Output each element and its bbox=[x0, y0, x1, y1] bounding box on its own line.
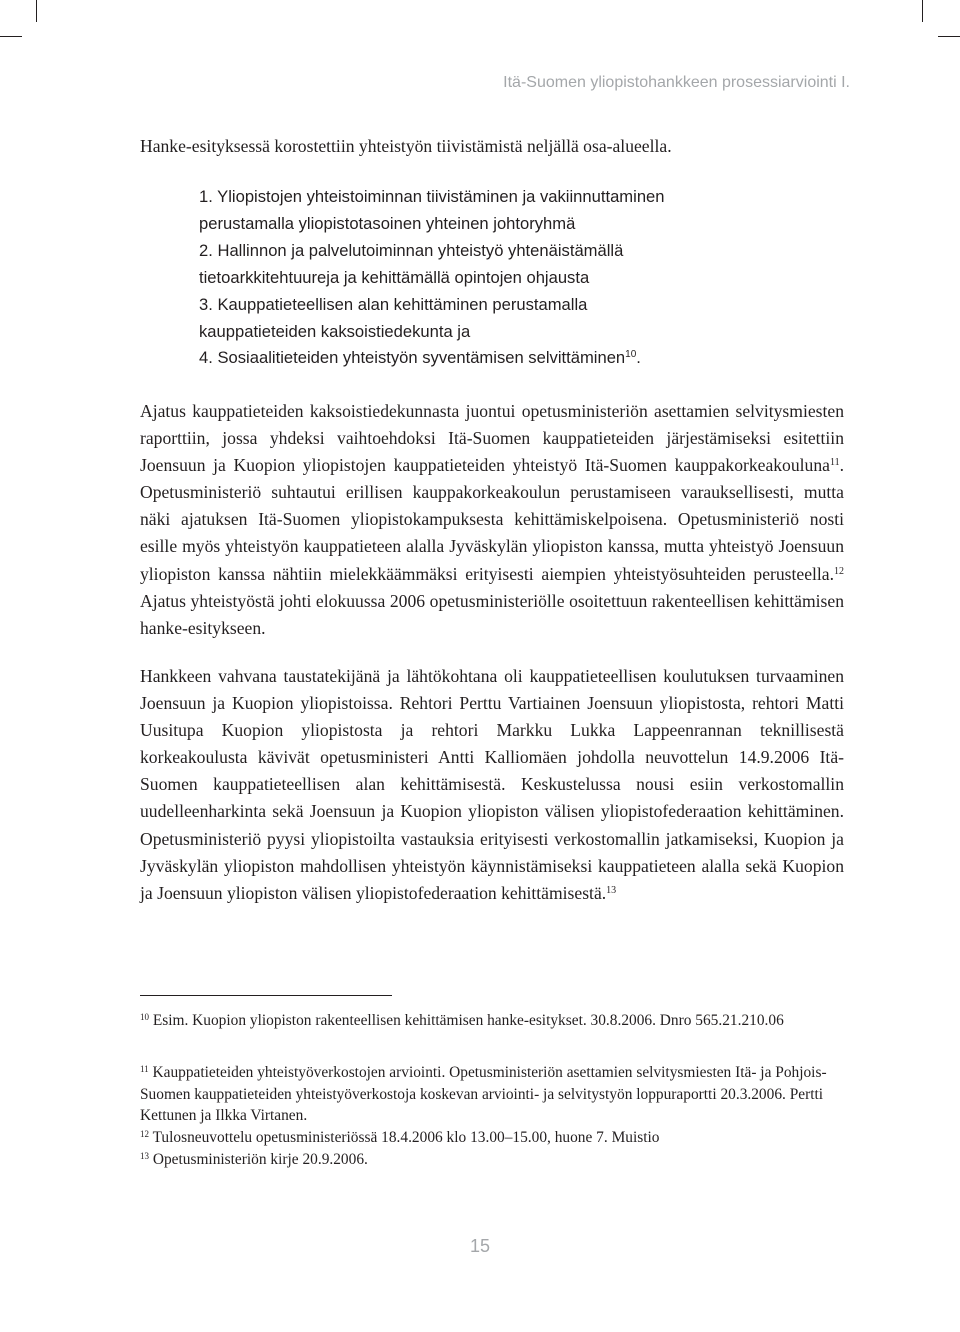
running-header: Itä-Suomen yliopistohankkeen prosessiarviointi I. bbox=[503, 74, 850, 91]
crop-mark-top-right-vertical bbox=[922, 0, 923, 22]
footnote-ref: 11 bbox=[829, 457, 840, 469]
footnote: $^{11}$ Kauppatieteiden yhteistyöverkostojen arviointi. Opetusministeriön asettamien selvitysmiesten Itä- ja Pohjois-Suomen kauppatieteiden yhteistyöverkostoja koskevan arviointi- ja selvitystyön loppuraportti 20.3.2006. Pertti Kettunen ja Ilkka Virtanen. bbox=[140, 1064, 827, 1124]
footnote: $^{12}$ Tulosneuvottelu opetusministeriössä 18.4.2006 klo 13.00–15.00, huone 7. Muistio bbox=[140, 1129, 660, 1146]
paragraph-2: Hankkeen vahvana taustatekijänä ja lähtökohtana oli kauppatieteellisen koulutuksen turvaaminen Joensuun ja Kuopion yliopistoissa. Rehtori Perttu Vartiainen Joensuun yliopistosta, rehtori Matti Uusitupa Kuopion yliopistosta ja rehtori Markku Lukka Lappeenrannan teknillisestä korkeakoulusta kävivät opetusministeri Antti Kalliomäen johdolla neuvottelun 14.9.2006 Itä-Suomen kauppatieteellisen alan kehittämisestä. Keskustelussa nousi esiin verkostomallin uudelleenharkinta sekä Joensuun ja Kuopion yliopiston välisen yliopistofederaation kehittäminen. Opetusministeriö pyysi yliopistoilta vastauksia erityisesti verkostomallin jatkamiseksi, Kuopion ja Jyväskylän yliopiston mahdollisen yhteistyön käynnistämiseksi kauppatieteen alalla sekä Kuopion ja Joensuun yliopiston välisen yliopistofederaation kehittämisestä.$^{13}$ bbox=[140, 666, 844, 903]
crop-mark-top-right-horizontal bbox=[938, 36, 960, 37]
numbered-list bbox=[199, 184, 759, 372]
footnote-ref: 10 bbox=[625, 349, 637, 361]
footnote-ref: 13 bbox=[606, 884, 617, 896]
list-item: 3. Kauppatieteellisen alan kehittäminen perustamalla kauppatieteiden kaksoistiedekunta ja bbox=[199, 294, 588, 341]
footnote: $^{13}$ Opetusministeriön kirje 20.9.2006. bbox=[140, 1151, 368, 1168]
paragraph-1: Ajatus kauppatieteiden kaksoistiedekunnasta juontui opetusministeriön asettamien selvitysmiesten raporttiin, jossa yhdeksi vaihtoehdoksi Itä-Suomen kauppatieteiden järjestämiseksi esitettiin Joensuun ja Kuopion yliopistojen kauppatieteiden yhteistyö Itä-Suomen kauppakorkeakouluna$^{11}$. Opetusministeriö suhtautui erillisen kauppakorkeakoulun perustamiseen varauksellisesti, mutta näki ajatuksen Itä-Suomen yliopistokampuksesta kehittämiskelpoisena. Opetusministeriö nosti esille myös yhteistyön kauppatieteen alalla Jyväskylän yliopiston kanssa, mutta yhteistyö Joensuun yliopiston kanssa nähtiin mielekkäämmäksi erityisesti aiempien yhteistyösuhteiden perusteella.$^{12}$ Ajatus yhteistyöstä johti elokuussa 2006 opetusministeriölle osoitettuun rakenteellisen kehittämisen hanke-esitykseen. bbox=[140, 401, 844, 638]
lead-sentence: Hanke-esityksessä korostettiin yhteistyön tiivistämistä neljällä osa-alueella. bbox=[140, 136, 672, 156]
footnote: $^{10}$ Esim. Kuopion yliopiston rakenteellisen kehittämisen hanke-esitykset. 30.8.2006. Dnro 565.21.210.06 bbox=[140, 1012, 784, 1029]
list-item: 1. Yliopistojen yhteistoiminnan tiivistäminen ja vakiinnuttaminen perustamalla yliopistotasoinen yhteinen johtoryhmä bbox=[199, 187, 665, 233]
list-item: 4. Sosiaalitieteiden yhteistyön syventämisen selvittäminen$^{10}$. bbox=[199, 348, 641, 368]
page-number: 15 bbox=[469, 1236, 491, 1256]
list-item: 2. Hallinnon ja palvelutoiminnan yhteistyö yhtenäistämällä tietoarkkitehtuureja ja kehittämällä opintojen ohjausta bbox=[199, 240, 624, 287]
crop-mark-top-left-vertical bbox=[36, 0, 37, 22]
footnote-ref: 12 bbox=[834, 565, 844, 577]
footnote-divider bbox=[140, 995, 392, 996]
crop-mark-top-left-horizontal bbox=[0, 36, 22, 37]
